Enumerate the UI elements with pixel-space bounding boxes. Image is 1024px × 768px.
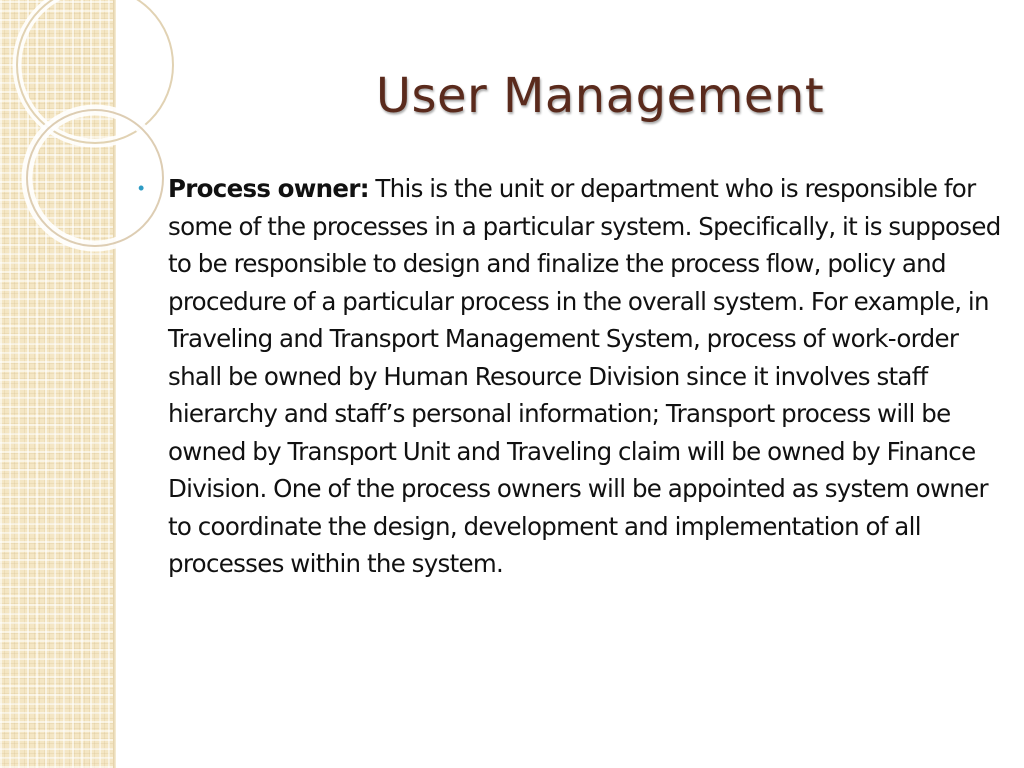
bullet-term: Process owner: (168, 174, 369, 203)
slide-title: User Management (375, 68, 825, 124)
slide-content (138, 170, 1013, 583)
bullet-body: This is the unit or department who is responsible for some of the processes in a particular system. Specifically, it is supposed to be responsible to design and finalize the process flow, policy and procedure of a particular process in the overall system. For example, in Traveling and Transport Management System, process of work-order shall be owned by Human Resource Division since it involves staff hierarchy and staff’s personal information; Transport process will be owned by Transport Unit and Traveling claim will be owned by Finance Division. One of the process owners will be appointed as system owner to coordinate the design, development and implementation of all processes within the system. (168, 174, 1001, 578)
round-bullet-icon: • (138, 178, 145, 198)
bullet-text (168, 170, 1013, 583)
bullet-item (138, 170, 1013, 583)
